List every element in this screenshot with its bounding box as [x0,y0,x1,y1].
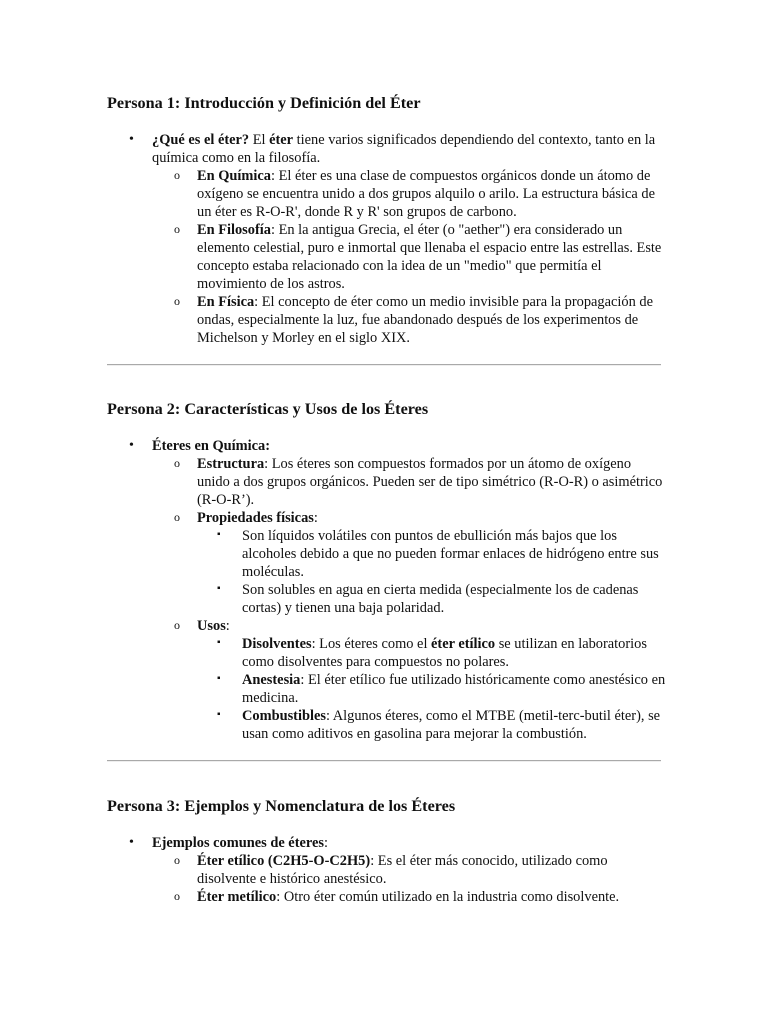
colon: : [324,835,328,851]
section-2-list [107,437,667,743]
list-item [152,617,667,743]
list-item [107,131,667,347]
list-item [152,455,667,509]
item-text: : El concepto de éter como un medio invisible para la propagación de ondas, especialmente la luz, fue abandonado después de los experimentos de Michelson y Morley en el siglo XIX. [197,294,653,346]
item-label: En Física [197,294,255,310]
section-2-heading: Persona 2: Características y Usos de los Éteres [107,400,429,418]
item-label: Éter metílico [197,889,277,905]
item-label: Éter etílico (C2H5-O-C2H5) [197,853,371,869]
item-text: : Algunos éteres, como el MTBE (metil-terc-butil éter), se usan como aditivos en gasolina para mejorar la combustión. [242,708,661,742]
list-item: ▪ Son solubles en agua en cierta medida (especialmente los de cadenas cortas) y tienen una baja polaridad. [197,581,667,617]
text: se utilizan en laboratorios como disolventes para compuestos no polares. [242,636,647,670]
divider [107,760,661,762]
item-text: : El éter etílico fue utilizado históricamente como anestésico en medicina. [242,672,666,706]
section-3-list [107,834,667,906]
list-item [107,834,667,906]
examples-list [152,852,667,906]
chemistry-list [152,455,667,743]
colon: : [313,510,318,526]
item-text: : Otro éter común utilizado en la industria como disolvente. [276,889,620,905]
item-text: : En la antigua Grecia, el éter (o "aether") era considerado un elemento celestial, puro e inmortal que llenaba el espacio entre las estrellas. Este concepto estaba relacionado con la idea de un "medio" que permitía el movimiento de los astros. [197,222,662,292]
ether-term: éter etílico [431,636,496,652]
list-item [152,293,667,347]
item-label: En Filosofía [197,222,271,238]
section-1-content [107,131,667,347]
list-item [197,635,667,671]
item-label: Estructura [197,456,265,472]
list-item: ▪ Son líquidos volátiles con puntos de ebullición más bajos que los alcoholes debido a que no pueden formar enlaces de hidrógeno entre sus moléculas. [197,527,667,581]
text: : Los éteres como el [311,636,432,652]
section-1-list [107,131,667,347]
section-1-heading: Persona 1: Introducción y Definición del Éter [107,94,421,112]
item-text: : Es el éter más conocido, utilizado como disolvente e histórico anestésico. [197,853,608,887]
list-item [152,221,667,293]
list-item [152,852,667,888]
question-label: ¿Qué es el éter? [152,132,250,148]
list-item [152,888,667,906]
definitions-list [152,167,667,347]
ether-term: éter [269,132,294,148]
item-label: Propiedades físicas [197,510,314,526]
item-text: : Los éteres son compuestos formados por un átomo de oxígeno unido a dos grupos orgánicos. Pueden ser de tipo simétrico (R-O-R) o asimétrico (R-O-R’). [197,456,663,508]
item-label: Combustibles [242,708,326,724]
item-label: Éteres en Química [152,438,266,454]
text: El [249,132,270,148]
divider [107,364,661,366]
section-3-content [107,834,667,906]
section-3-heading: Persona 3: Ejemplos y Nomenclatura de los Éteres [107,797,456,815]
list-item [197,671,667,707]
list-item [107,437,667,743]
colon: : [265,438,271,454]
list-item [197,707,667,743]
uses-list [197,635,667,743]
section-2-content [107,437,667,743]
item-label: Usos [197,618,226,634]
text: tiene varios significados dependiendo del contexto, tanto en la química como en la filosofía. [152,132,656,166]
list-item [152,509,667,617]
item-text: : El éter es una clase de compuestos orgánicos donde un átomo de oxígeno se encuentra unido a dos grupos alquilo o arilo. La estructura básica de un éter es R-O-R', donde R y R' son grupos de carbono. [197,168,655,220]
list-item [152,167,667,221]
item-label: Ejemplos comunes de éteres [152,835,324,851]
item-label: Anestesia [242,672,301,688]
item-label: Disolventes [242,636,312,652]
colon: : [225,618,230,634]
item-label: En Química [197,168,271,184]
properties-list [197,527,667,617]
